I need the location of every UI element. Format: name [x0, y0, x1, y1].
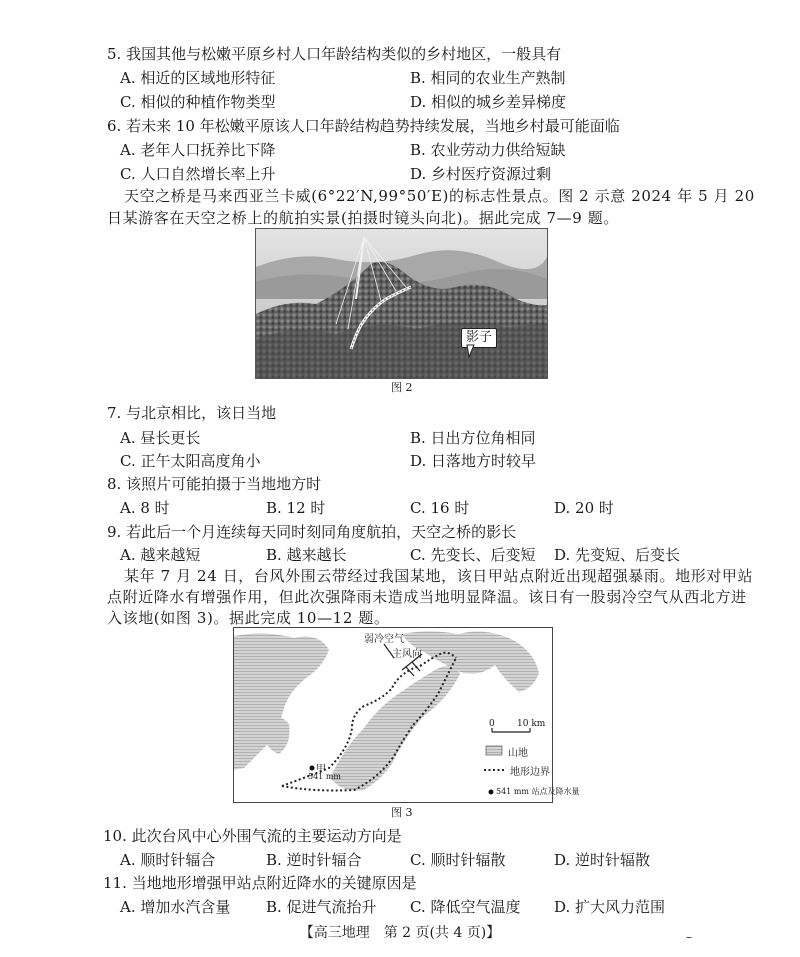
- intro-10-12-line2: 点附近降水有增强作用，但此次强降雨未造成当地明显降温。该日有一股弱冷空气从西北方进: [107, 588, 747, 606]
- q5-option-c: C. 相似的种植作物类型: [120, 93, 276, 111]
- station-name: 甲: [316, 764, 326, 775]
- q5-option-d: D. 相似的城乡差异梯度: [410, 93, 567, 111]
- q11-option-b: B. 促进气流抬升: [266, 898, 377, 916]
- q8-option-a: A. 8 时: [120, 499, 170, 517]
- q10-option-a: A. 顺时针辐合: [120, 851, 216, 869]
- q9-option-c: C. 先变长、后变短: [410, 546, 536, 564]
- q10-option-b: B. 逆时针辐合: [266, 851, 362, 869]
- scale-zero: 0: [489, 719, 495, 729]
- page-footer: 【高三地理 第 2 页(共 4 页)】: [299, 925, 501, 941]
- legend-mountain: 山地: [508, 748, 528, 759]
- figure-3-map: [233, 627, 580, 803]
- q5-stem: 5. 我国其他与松嫩平原乡村人口年龄结构类似的乡村地区，一般具有: [107, 45, 562, 63]
- q6-option-c: C. 人口自然增长率上升: [120, 165, 276, 183]
- corner-mark: –: [686, 930, 692, 944]
- q11-option-a: A. 增加水汽含量: [120, 898, 231, 916]
- intro-7-9-line1: 天空之桥是马来西亚兰卡威(6°22′N,99°50′E)的标志性景点。图 2 示意 2024 年 5 月 20: [124, 187, 755, 205]
- intro-10-12-line1: 某年 7 月 24 日，台风外围云带经过我国某地，该日甲站点附近出现超强暴雨。地形对甲站: [124, 567, 754, 585]
- skybridge-aerial-image: [256, 229, 547, 378]
- station-rainfall: 541 mm: [308, 772, 341, 781]
- q7-option-b: B. 日出方位角相同: [410, 429, 536, 447]
- q5-option-b: B. 相同的农业生产熟制: [410, 69, 566, 87]
- shadow-label: 影子: [461, 328, 497, 348]
- legend-station: 541 mm 站点及降水量: [496, 787, 580, 796]
- q11-option-c: C. 降低空气温度: [410, 898, 521, 916]
- q6-option-d: D. 乡村医疗资源过剩: [410, 165, 552, 183]
- legend-boundary: 地形边界: [510, 767, 550, 778]
- q7-stem: 7. 与北京相比，该日当地: [107, 404, 277, 422]
- q10-stem: 10. 此次台风中心外围气流的主要运动方向是: [103, 827, 402, 845]
- q11-stem: 11. 当地地形增强甲站点附近降水的关键原因是: [103, 874, 417, 892]
- scale-end: 10 km: [517, 719, 546, 729]
- q8-option-c: C. 16 时: [410, 499, 470, 517]
- q6-option-b: B. 农业劳动力供给短缺: [410, 141, 566, 159]
- figure-2-photo: [255, 228, 548, 379]
- cold-air-label: 弱冷空气: [364, 634, 404, 645]
- q8-option-d: D. 20 时: [554, 499, 614, 517]
- q5-option-a: A. 相近的区域地形特征: [120, 69, 276, 87]
- q7-option-c: C. 正午太阳高度角小: [120, 452, 261, 470]
- figure-3-caption: 图 3: [391, 806, 413, 819]
- q6-option-a: A. 老年人口抚养比下降: [120, 141, 276, 159]
- q9-stem: 9. 若此后一个月连续每天同时刻同角度航拍，天空之桥的影长: [107, 523, 517, 541]
- intro-7-9-line2: 日某游客在天空之桥上的航拍实景(拍摄时镜头向北)。据此完成 7—9 题。: [107, 209, 619, 227]
- main-wind-label: 主风向: [392, 649, 422, 660]
- q9-option-a: A. 越来越短: [120, 546, 201, 564]
- q9-option-d: D. 先变短、后变长: [554, 546, 681, 564]
- q10-option-d: D. 逆时针辐散: [554, 851, 651, 869]
- q7-option-d: D. 日落地方时较早: [410, 452, 537, 470]
- shadow-pointer: [465, 345, 479, 359]
- station-point: [310, 766, 315, 771]
- q6-stem: 6. 若未来 10 年松嫩平原该人口年龄结构趋势持续发展，当地乡村最可能面临: [107, 117, 620, 135]
- q9-option-b: B. 越来越长: [266, 546, 347, 564]
- q11-option-d: D. 扩大风力范围: [554, 898, 666, 916]
- q10-option-c: C. 顺时针辐散: [410, 851, 506, 869]
- q8-option-b: B. 12 时: [266, 499, 326, 517]
- q8-stem: 8. 该照片可能拍摄于当地地方时: [107, 475, 322, 493]
- intro-10-12-line3: 入该地(如图 3)。据此完成 10—12 题。: [107, 609, 390, 627]
- q7-option-a: A. 昼长更长: [120, 429, 201, 447]
- figure-2-caption: 图 2: [391, 381, 413, 394]
